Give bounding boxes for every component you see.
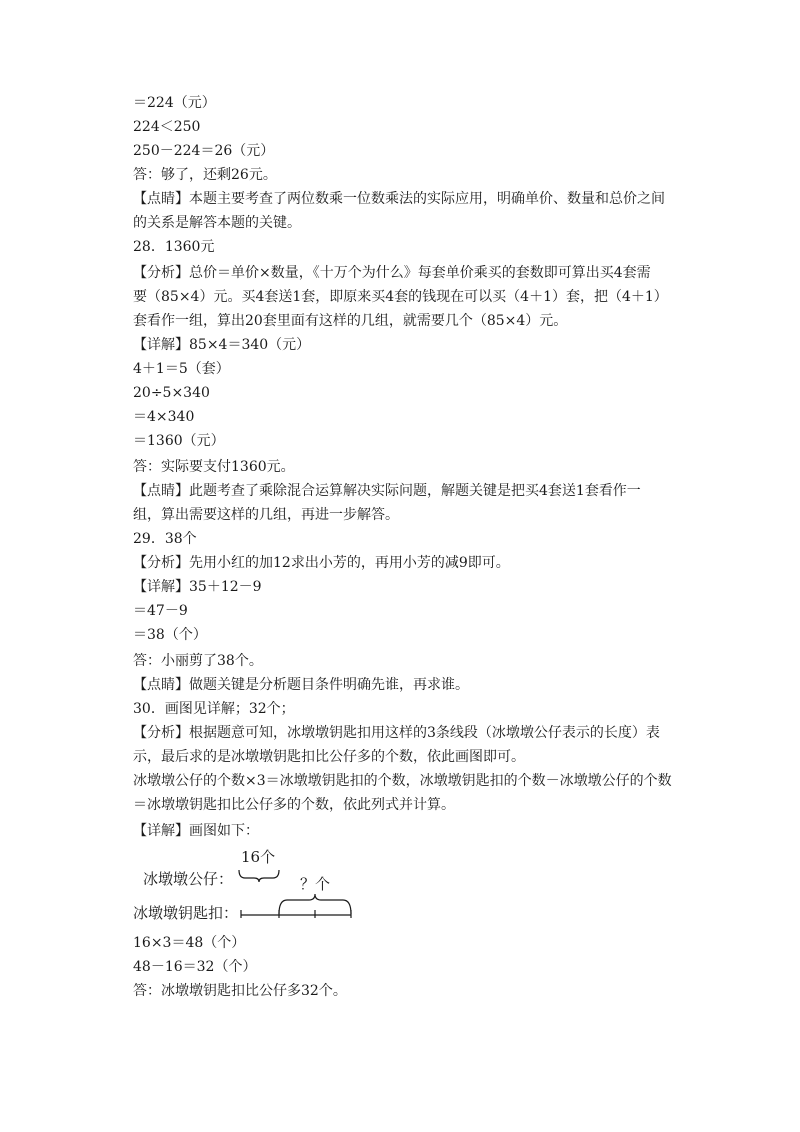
text-line: ＝4×340 <box>133 409 195 425</box>
line-segment-diagram <box>133 838 433 928</box>
text-line: 套看作一组，算出20套里面有这样的几组，就需要几个（85×4）元。 <box>133 313 568 329</box>
text-line: 【点睛】本题主要考查了两位数乘一位数乘法的实际应用，明确单价、数量和总价之间 <box>133 191 665 207</box>
text-line: 示，最后求的是冰墩墩钥匙扣比公仔多的个数，依此画图即可。 <box>133 749 525 765</box>
text-line: 【点睛】此题考查了乘除混合运算解决实际问题，解题关键是把买4套送1套看作一 <box>133 483 641 499</box>
text-line: 224＜250 <box>133 119 201 135</box>
text-line: ＝1360（元） <box>133 433 225 449</box>
text-line: ＝224（元） <box>133 95 216 111</box>
text-line: 【详解】85×4＝340（元） <box>133 337 311 353</box>
top-label: 16个 <box>241 848 276 866</box>
answer-heading: 28．1360元 <box>133 239 215 255</box>
text-line: ＝47－9 <box>133 603 188 619</box>
row1-label: 冰墩墩公仔： <box>143 870 234 888</box>
text-line: 【点睛】做题关键是分析题目条件明确先谁，再求谁。 <box>133 677 469 693</box>
text-line: 组，算出需要这样的几组，再进一步解答。 <box>133 507 399 523</box>
text-line: 答：小丽剪了38个。 <box>133 653 263 669</box>
text-line: 答：冰墩墩钥匙扣比公仔多32个。 <box>133 983 347 999</box>
text-line: ＝冰墩墩钥匙扣比公仔多的个数，依此列式并计算。 <box>133 797 455 813</box>
text-line: 【分析】总价＝单价×数量，《十万个为什么》每套单价乘买的套数即可算出买4套需 <box>133 265 651 281</box>
text-line: 答：够了，还剩26元。 <box>133 167 277 183</box>
text-line: 冰墩墩公仔的个数×3＝冰墩墩钥匙扣的个数，冰墩墩钥匙扣的个数－冰墩墩公仔的个数 <box>133 773 672 789</box>
text-line: 【分析】根据题意可知，冰墩墩钥匙扣用这样的3条线段（冰墩墩公仔表示的长度）表 <box>133 725 660 741</box>
top-brace <box>239 870 279 882</box>
row2-label: 冰墩墩钥匙扣： <box>133 904 239 922</box>
text-line: 【详解】画图如下： <box>133 823 259 839</box>
text-line: 20÷5×340 <box>133 385 210 401</box>
text-line: 答：实际要支付1360元。 <box>133 459 295 475</box>
text-line: 【分析】先用小红的加12求出小芳的，再用小芳的减9即可。 <box>133 555 510 571</box>
answer-heading: 30．画图见详解；32个； <box>133 701 295 717</box>
text-line: 16×3＝48（个） <box>133 935 246 951</box>
answer-heading: 29．38个 <box>133 531 197 547</box>
text-line: 【详解】35＋12－9 <box>133 579 262 595</box>
text-line: ＝38（个） <box>133 627 207 643</box>
text-line: 48－16＝32（个） <box>133 959 257 975</box>
text-line: 的关系是解答本题的关键。 <box>133 215 301 231</box>
question-label: ？个 <box>300 875 331 893</box>
text-line: 4＋1＝5（套） <box>133 361 230 377</box>
text-line: 要（85×4）元。买4套送1套，即原来买4套的钱现在可以买（4＋1）套，把（4＋1） <box>133 289 668 305</box>
text-line: 250－224＝26（元） <box>133 143 275 159</box>
